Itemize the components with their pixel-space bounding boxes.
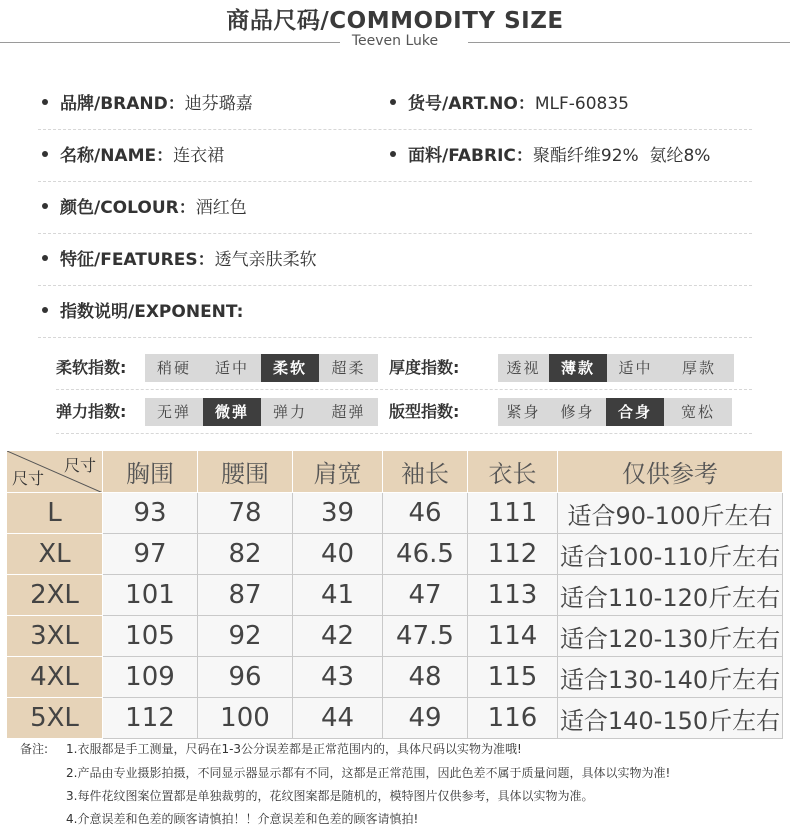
thickness-option: 透视 (506, 359, 541, 377)
table-cell: 114 (468, 616, 558, 657)
table-cell: 112 (468, 534, 558, 575)
size-cell: XL (7, 534, 103, 575)
table-corner-cell (7, 451, 103, 493)
column-header: 衣长 (468, 451, 558, 493)
elasticity-option-selected: 微弹 (203, 398, 261, 426)
size-cell: 5XL (7, 698, 103, 739)
page-header (0, 0, 790, 60)
table-cell: 101 (103, 575, 198, 616)
table-cell: 92 (198, 616, 293, 657)
reference-cell: 适合110-120斤左右 (558, 575, 783, 616)
info-item-colour (42, 182, 247, 234)
info-row-features (38, 234, 752, 286)
table-cell: 111 (468, 493, 558, 534)
fit-scale (498, 398, 732, 426)
corner-label-bottom: 尺寸 (12, 469, 45, 488)
fit-label: 版型指数: (389, 402, 460, 421)
table-row (7, 575, 783, 616)
info-item-brand (42, 78, 253, 130)
fit-option: 紧身 (506, 403, 541, 421)
info-row-name (38, 130, 752, 182)
table-cell: 44 (293, 698, 383, 739)
info-key: 颜色/COLOUR： (60, 198, 196, 218)
elasticity-scale (145, 398, 378, 426)
table-cell: 116 (468, 698, 558, 739)
info-item-fabric (390, 130, 710, 182)
table-cell: 41 (293, 575, 383, 616)
column-header: 胸围 (103, 451, 198, 493)
table-cell: 42 (293, 616, 383, 657)
note-item: 1.衣服都是手工测量，尺码在1-3公分误差都是正常范围内的，具体尺码以实物为准哦! (66, 742, 522, 756)
reference-cell: 适合100-110斤左右 (558, 534, 783, 575)
table-cell: 97 (103, 534, 198, 575)
info-value: 迪芬璐嘉 (184, 94, 253, 114)
thickness-option: 厚款 (681, 359, 716, 377)
info-item-features (42, 234, 317, 286)
size-table (6, 450, 783, 739)
thickness-scale (498, 354, 734, 382)
size-cell: 2XL (7, 575, 103, 616)
reference-cell: 适合130-140斤左右 (558, 657, 783, 698)
column-header: 仅供参考 (558, 451, 783, 493)
table-cell: 78 (198, 493, 293, 534)
note-item: 3.每件花纹图案位置都是单独裁剪的，花纹图案都是随机的，模特图片仅供参考，具体以实物为准。 (66, 789, 594, 803)
table-row (7, 534, 783, 575)
table-cell: 48 (383, 657, 468, 698)
bullet-icon (42, 203, 48, 209)
softness-option: 适中 (214, 359, 249, 377)
size-cell: 3XL (7, 616, 103, 657)
info-value: 透气亲肤柔软 (214, 250, 317, 270)
elasticity-label: 弹力指数: (56, 402, 127, 421)
elasticity-option: 无弹 (156, 403, 191, 421)
bullet-icon (390, 99, 396, 105)
thickness-option-selected: 薄款 (549, 354, 607, 382)
info-key: 货号/ART.NO： (408, 94, 535, 114)
info-row-brand (38, 78, 752, 130)
thickness-label: 厚度指数: (389, 358, 460, 377)
table-cell: 47.5 (383, 616, 468, 657)
softness-option: 稍硬 (156, 359, 191, 377)
table-cell: 93 (103, 493, 198, 534)
header-rule-right (468, 42, 790, 43)
table-row (7, 616, 783, 657)
table-cell: 39 (293, 493, 383, 534)
table-cell: 112 (103, 698, 198, 739)
info-value: MLF-60835 (534, 94, 629, 114)
table-row (7, 493, 783, 534)
size-cell: L (7, 493, 103, 534)
bullet-icon (390, 151, 396, 157)
table-cell: 49 (383, 698, 468, 739)
note-item: 2.产品由专业摄影拍摄，不同显示器显示都有不同，这都是正常范围，因此色差不属于质量问题，具体以实物为准! (66, 766, 671, 780)
table-cell: 87 (198, 575, 293, 616)
table-cell: 40 (293, 534, 383, 575)
page-title: 商品尺码/COMMODITY SIZE (226, 8, 564, 34)
bullet-icon (42, 99, 48, 105)
info-key: 品牌/BRAND： (60, 94, 185, 114)
corner-label-top: 尺寸 (63, 456, 96, 475)
bullet-icon (42, 255, 48, 261)
table-cell: 46 (383, 493, 468, 534)
fit-option: 宽松 (680, 403, 715, 421)
softness-scale (145, 354, 378, 382)
info-key: 指数说明/EXPONENT: (60, 302, 244, 322)
table-cell: 105 (103, 616, 198, 657)
info-item-name (42, 130, 224, 182)
table-header-row (7, 451, 783, 493)
table-cell: 96 (198, 657, 293, 698)
fit-option-selected: 合身 (606, 398, 664, 426)
info-value: 酒红色 (195, 198, 247, 218)
size-cell: 4XL (7, 657, 103, 698)
info-value: 连衣裙 (173, 146, 225, 166)
page-subtitle: Teeven Luke (351, 33, 439, 49)
info-row-colour (38, 182, 752, 234)
bullet-icon (42, 307, 48, 313)
notes-label: 备注: (20, 742, 49, 756)
info-item-art-no (390, 78, 629, 130)
info-key: 名称/NAME： (60, 146, 174, 166)
table-cell: 82 (198, 534, 293, 575)
softness-label: 柔软指数: (56, 358, 127, 377)
elasticity-option: 弹力 (272, 403, 307, 421)
table-cell: 46.5 (383, 534, 468, 575)
column-header: 腰围 (198, 451, 293, 493)
info-item-exponent (42, 286, 243, 338)
exponent-row-1 (56, 346, 752, 390)
table-cell: 109 (103, 657, 198, 698)
softness-option-selected: 柔软 (261, 354, 319, 382)
info-value: 聚酯纤维92% 氨纶8% (532, 146, 711, 166)
thickness-option: 适中 (618, 359, 653, 377)
column-header: 肩宽 (293, 451, 383, 493)
bullet-icon (42, 151, 48, 157)
table-cell: 47 (383, 575, 468, 616)
table-cell: 43 (293, 657, 383, 698)
table-cell: 100 (198, 698, 293, 739)
exponent-row-2 (56, 390, 752, 434)
table-cell: 113 (468, 575, 558, 616)
info-row-exponent (38, 286, 752, 338)
note-item: 4.介意误差和色差的顾客请慎拍！！介意误差和色差的顾客请慎拍! (66, 812, 419, 826)
info-key: 面料/FABRIC： (408, 146, 533, 166)
reference-cell: 适合120-130斤左右 (558, 616, 783, 657)
fit-option: 修身 (560, 403, 595, 421)
softness-option: 超柔 (331, 359, 366, 377)
table-row (7, 698, 783, 739)
reference-cell: 适合140-150斤左右 (558, 698, 783, 739)
info-key: 特征/FEATURES： (60, 250, 215, 270)
elasticity-option: 超弹 (331, 403, 366, 421)
reference-cell: 适合90-100斤左右 (558, 493, 783, 534)
table-cell: 115 (468, 657, 558, 698)
table-row (7, 657, 783, 698)
column-header: 袖长 (383, 451, 468, 493)
